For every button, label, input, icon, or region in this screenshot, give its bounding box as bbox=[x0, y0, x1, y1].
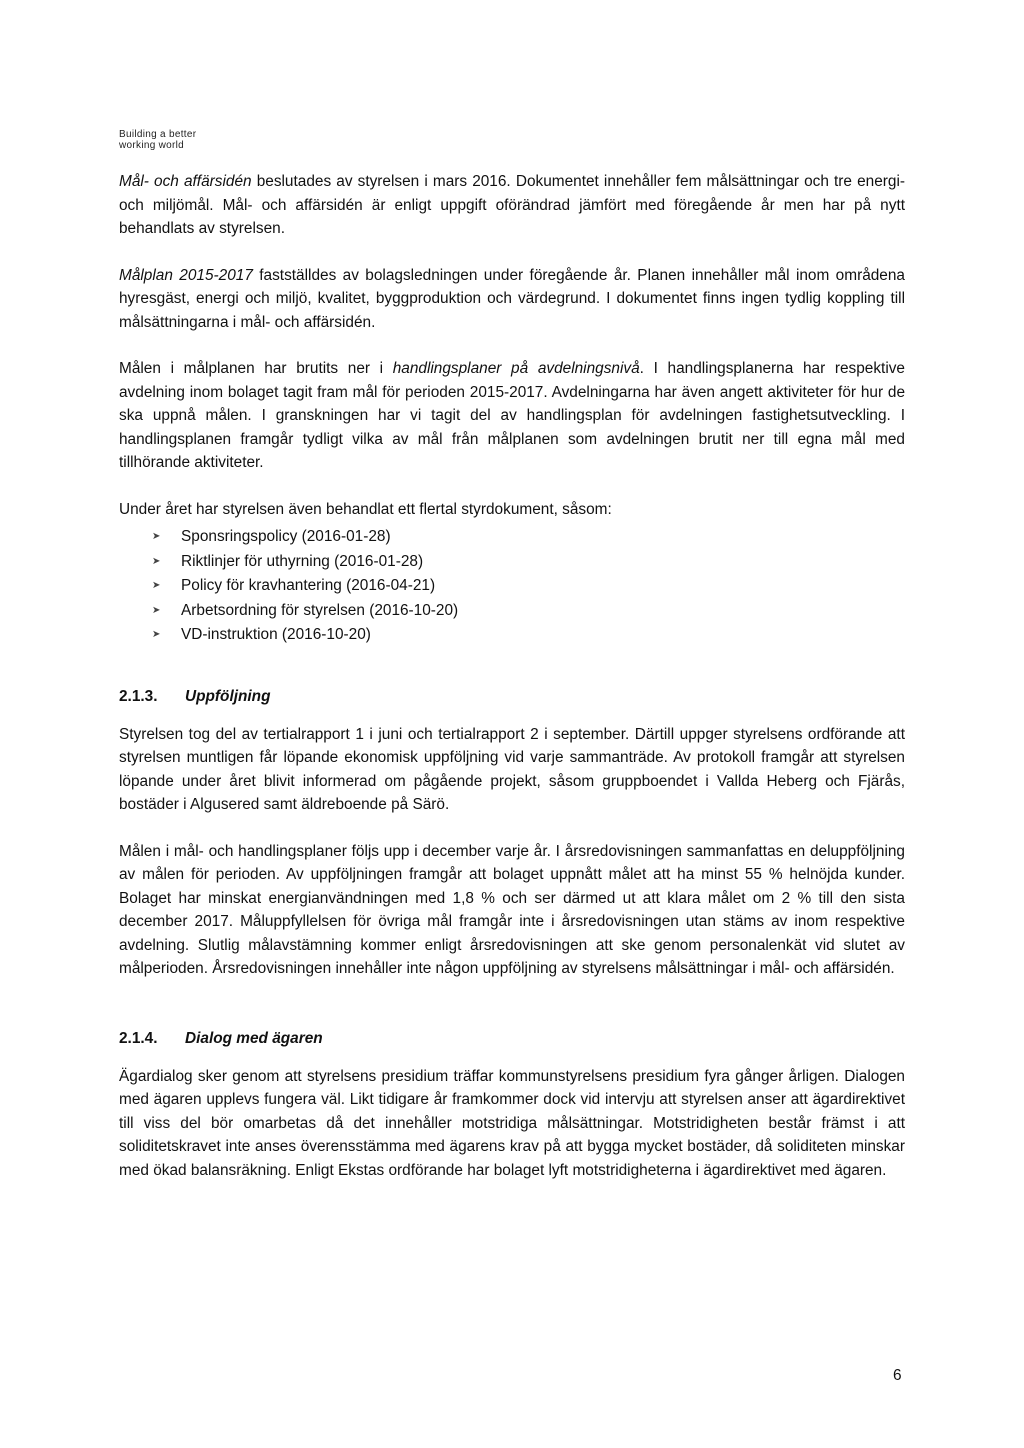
paragraph-text: beslutades av styrelsen i mars 2016. Dokumentet innehåller fem målsättningar och tre energi- och miljömål. Mål- och affärsidén är enligt uppgift oförändrad jämfört med föregående år men har på nytt behandlats av styrelsen. bbox=[119, 173, 905, 237]
paragraph-dialog: Ägardialog sker genom att styrelsens presidium träffar kommunstyrelsens presidium fyra gånger årligen. Dialogen med ägaren upplevs fungera väl. Likt tidigare år framkommer dock vid intervju att styrelsen anser att ägardirektivet till viss del bör omarbetas då det innehåller motstridiga målsättningar. Motstridigheten består främst i att soliditetskravet inte anses överensstämma med ägarens krav på att bygga mycket bostäder, då soliditeten minskar med ökad balansräkning. Enligt Ekstas ordförande har bolaget lyft motstridigheterna i ägardirektivet med ägaren. bbox=[119, 1067, 905, 1179]
styrdokument-list bbox=[119, 525, 905, 648]
section-heading-uppfoljning bbox=[119, 685, 905, 709]
tagline-line-2: working world bbox=[119, 140, 185, 151]
paragraph-handlingsplaner bbox=[119, 357, 905, 475]
list-item: ➤ Sponsringspolicy (2016-01-28) bbox=[119, 525, 905, 550]
paragraph-malplan bbox=[119, 264, 905, 335]
page-header-tagline bbox=[119, 129, 196, 151]
paragraph-mal-och-affarsiden bbox=[119, 170, 905, 241]
section-number: 2.1.3. bbox=[119, 687, 158, 705]
tagline-line-1: Building a better bbox=[119, 129, 197, 140]
document-title-ref: Målplan 2015-2017 bbox=[119, 266, 253, 284]
paragraph-styrdokument-intro: Under året har styrelsen även behandlat ett flertal styrdokument, såsom: bbox=[119, 500, 612, 518]
section-heading-dialog bbox=[119, 1027, 905, 1051]
paragraph-text: Målen i målplanen har brutits ner i bbox=[119, 360, 393, 377]
page-number: 6 bbox=[893, 1367, 902, 1384]
arrowhead-bullet-icon: ➤ bbox=[152, 629, 161, 640]
section-title: Dialog med ägaren bbox=[185, 1029, 323, 1047]
paragraph-uppfoljning-1: Styrelsen tog del av tertialrapport 1 i juni och tertialrapport 2 i september. Därtill uppger styrelsens ordförande att styrelsen muntligen får löpande ekonomisk uppföljning vid varje sammanträde. Av protokoll framgår att styrelsen löpande under året blivit informerad om pågående projekt, såsom gruppboendet i Vallda Heberg och Fjärås, bostäder i Algusered samt äldreboende på Särö. bbox=[119, 725, 905, 813]
document-title-ref: Mål- och affärsidén bbox=[119, 173, 252, 190]
list-item: ➤ Arbetsordning för styrelsen (2016-10-20) bbox=[119, 599, 905, 624]
list-item: ➤ Policy för kravhantering (2016-04-21) bbox=[119, 574, 905, 599]
arrowhead-bullet-icon: ➤ bbox=[152, 531, 161, 542]
paragraph-text: fastställdes av bolagsledningen under föregående år. Planen innehåller mål inom områdena hyresgäst, energi och miljö, kvalitet, byggproduktion och värdegrund. I dokumentet finns ingen tydlig koppling till målsättningarna i mål- och affärsidén. bbox=[119, 266, 905, 331]
section-title: Uppföljning bbox=[185, 687, 271, 705]
document-title-ref: handlingsplaner på avdelningsnivå bbox=[392, 360, 640, 377]
paragraph-text: . I handlingsplanerna har respektive avdelning inom bolaget tagit fram mål för perioden 2015-2017. Avdelningarna har även angett aktiviteter för hur de ska uppnå målen. I granskningen har vi tagit del av handlingsplan för avdelningen fastighetsutveckling. I handlingsplanen framgår tydligt vilka av mål från målplanen som avdelningen brutit ner till egna mål med tillhörande aktiviteter. bbox=[119, 360, 905, 471]
section-number: 2.1.4. bbox=[119, 1029, 158, 1047]
arrowhead-bullet-icon: ➤ bbox=[152, 580, 161, 591]
document-body bbox=[119, 170, 905, 1182]
paragraph-uppfoljning-2: Målen i mål- och handlingsplaner följs upp i december varje år. I årsredovisningen sammanfattas en deluppföljning av målen för perioden. Av uppföljningen framgår att bolaget uppnått målet att ha minst 55 % helnöjda kunder. Bolaget har minskat energianvändningen med 1,8 % och ser därmed ut att klara målet om 2 % till den sista december 2017. Måluppfyllelsen för övriga mål framgår inte i årsredovisningen utan stäms av inom respektive avdelning. Slutlig målavstämning kommer enligt årsredovisningen att ske genom personalenkät vid slutet av målperioden. Årsredovisningen innehåller inte någon uppföljning av styrelsens målsättningar i mål- och affärsidén. bbox=[119, 842, 905, 977]
arrowhead-bullet-icon: ➤ bbox=[152, 604, 161, 616]
arrowhead-bullet-icon: ➤ bbox=[152, 555, 161, 567]
list-item: ➤ VD-instruktion (2016-10-20) bbox=[119, 623, 905, 648]
list-item: ➤ Riktlinjer för uthyrning (2016-01-28) bbox=[119, 550, 905, 575]
